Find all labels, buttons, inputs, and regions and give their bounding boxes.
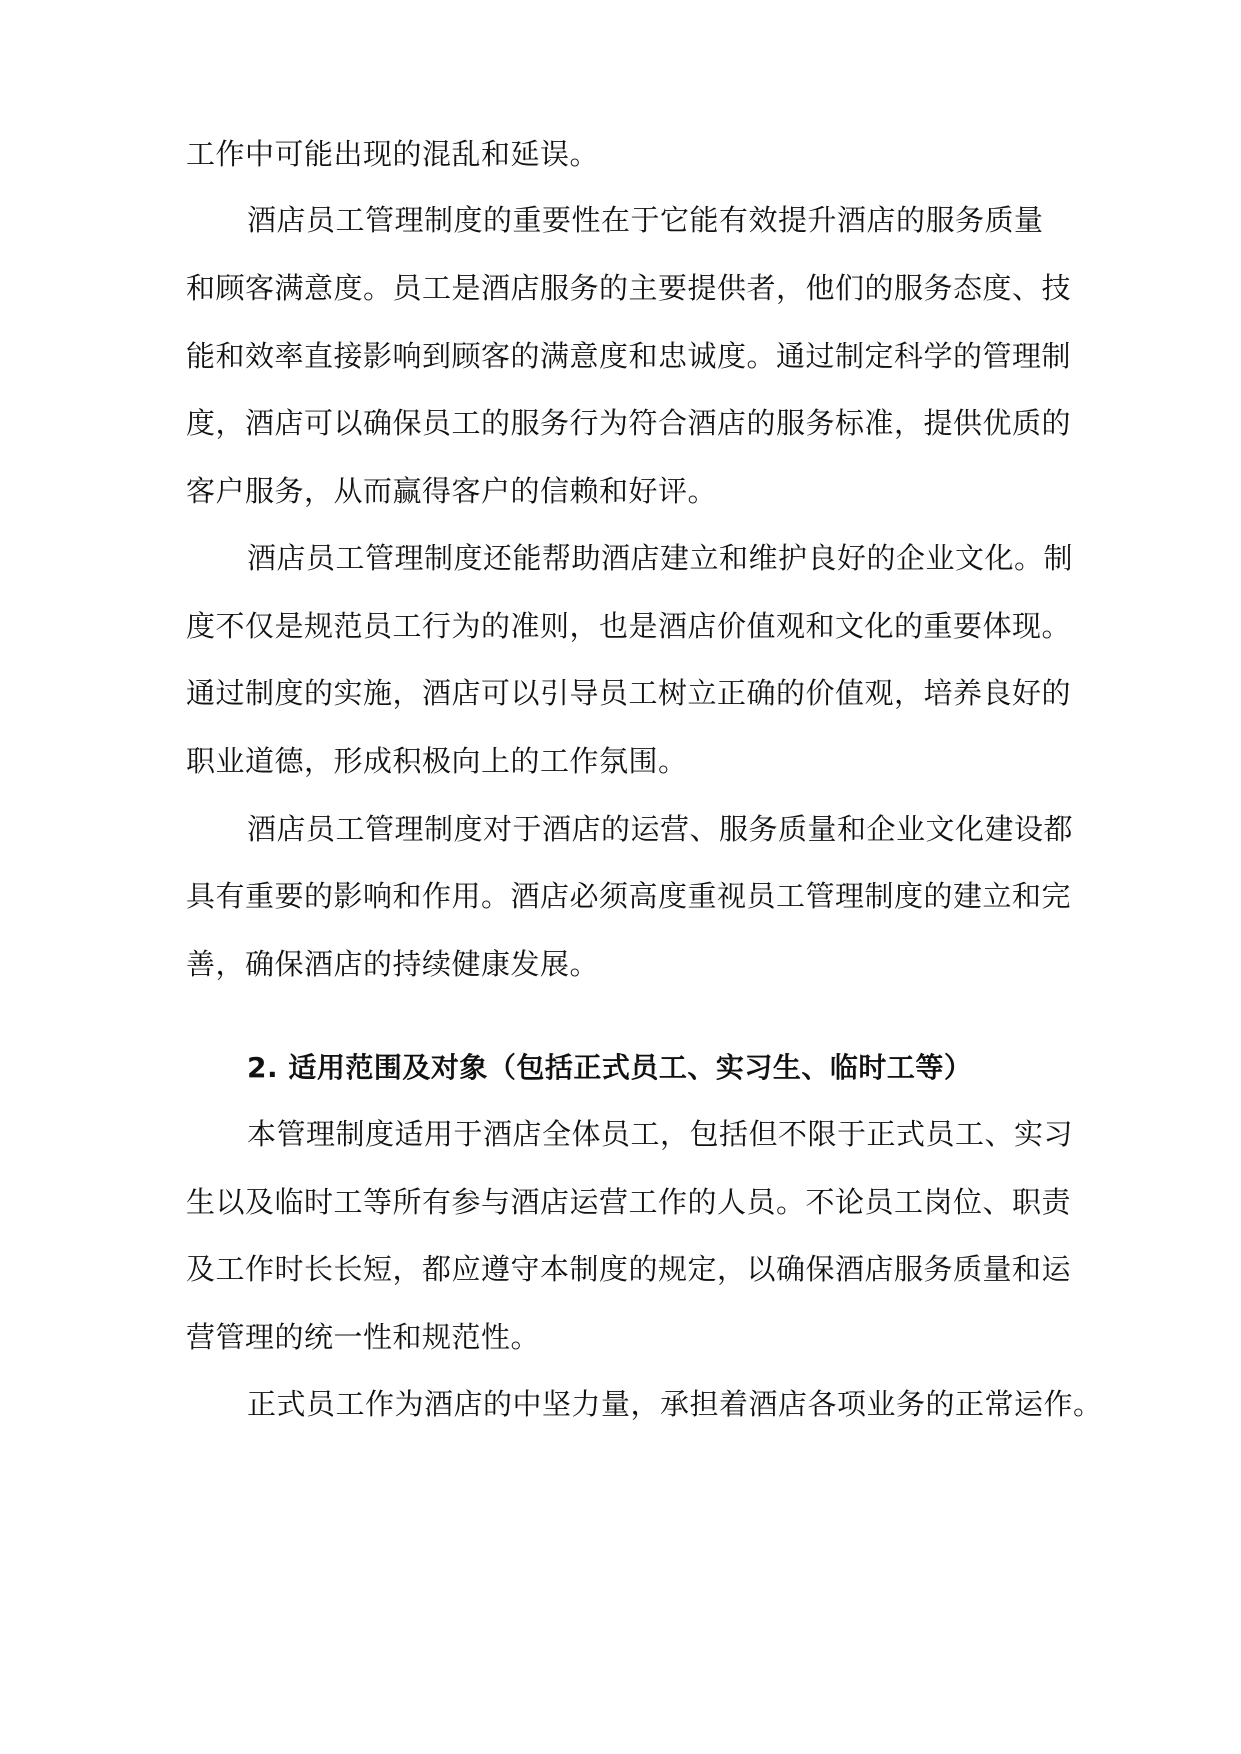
paragraph-line: 工作中可能出现的混乱和延误。 (186, 137, 600, 171)
paragraph-line: 通过制度的实施，酒店可以引导员工树立正确的价值观，培养良好的 (186, 676, 1072, 710)
paragraph-line: 及工作时长长短，都应遵守本制度的规定，以确保酒店服务质量和运 (186, 1252, 1072, 1286)
paragraph-line: 酒店员工管理制度还能帮助酒店建立和维护良好的企业文化。制 (247, 541, 1074, 575)
paragraph-line: 善，确保酒店的持续健康发展。 (186, 947, 600, 981)
paragraph-line: 营管理的统一性和规范性。 (186, 1320, 541, 1354)
paragraph-line: 酒店员工管理制度对于酒店的运营、服务质量和企业文化建设都 (247, 812, 1074, 846)
paragraph-line: 具有重要的影响和作用。酒店必须高度重视员工管理制度的建立和完 (186, 879, 1072, 913)
paragraph-line: 正式员工作为酒店的中坚力量，承担着酒店各项业务的正常运作。 (247, 1387, 1103, 1421)
paragraph-line: 度不仅是规范员工行为的准则，也是酒店价值观和文化的重要体现。 (186, 609, 1072, 643)
paragraph-line: 度，酒店可以确保员工的服务行为符合酒店的服务标准，提供优质的 (186, 406, 1072, 440)
paragraph-line: 客户服务，从而赢得客户的信赖和好评。 (186, 474, 718, 508)
paragraph-line: 本管理制度适用于酒店全体员工，包括但不限于正式员工、实习 (247, 1117, 1074, 1151)
paragraph-line: 职业道德，形成积极向上的工作氛围。 (186, 744, 688, 778)
paragraph-line: 能和效率直接影响到顾客的满意度和忠诚度。通过制定科学的管理制 (186, 339, 1072, 373)
section-heading: 2. 适用范围及对象（包括正式员工、实习生、临时工等） (247, 1051, 973, 1084)
paragraph-line: 和顾客满意度。员工是酒店服务的主要提供者，他们的服务态度、技 (186, 271, 1072, 305)
paragraph-line: 生以及临时工等所有参与酒店运营工作的人员。不论员工岗位、职责 (186, 1185, 1072, 1219)
paragraph-line: 酒店员工管理制度的重要性在于它能有效提升酒店的服务质量 (247, 203, 1044, 237)
